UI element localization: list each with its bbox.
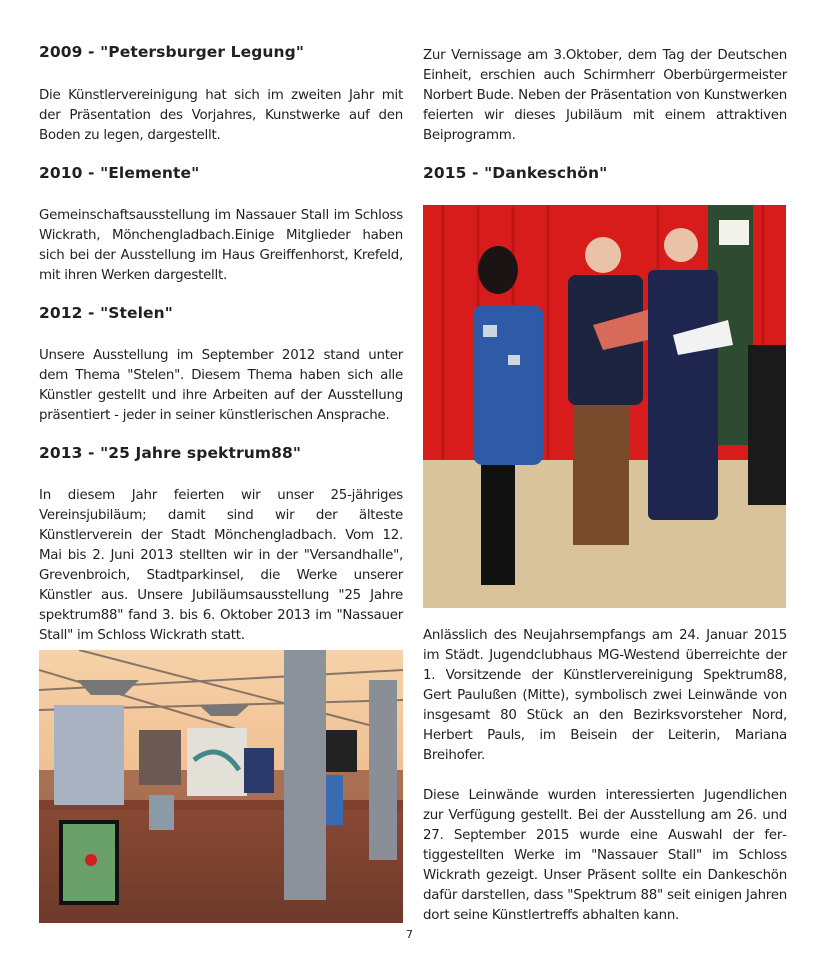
handover-ceremony-photo (423, 205, 786, 608)
section-heading-2013: 2013 - "25 Jahre spektrum88" (39, 444, 302, 462)
section-heading-2009: 2009 - "Petersburger Legung" (39, 43, 305, 61)
section-text-2012: Unsere Ausstellung im September 2012 stand unter dem Thema "Stelen". Diesem Thema haben sich alle Künstler gestellt und ihre Arbeiten auf der Ausstellung präsentiert - jeder in seiner künstlerischen Ansprache. (39, 348, 403, 423)
section-heading-2010: 2010 - "Elemente" (39, 164, 200, 182)
page-number: 7 (406, 928, 413, 941)
continuation-text-2013: Zur Vernissage am 3.Oktober, dem Tag der Deutschen Einheit, erschien auch Schirmherr Oberbürgermeister Norbert Bude. Neben der Präsentation von Kunstwerken feierten wir dieses Jubiläum mit einem attraktiven Beiprogramm. (423, 48, 787, 143)
section-text-2010: Gemeinschaftsausstellung im Nassauer Stall im Schloss Wickrath, Mönchengladbach.Einige Mitglieder haben sich bei der Ausstellung im Haus Greiffenhorst, Krefeld, mit ihren Werken dargestellt. (39, 208, 403, 283)
section-text-2015-paragraph-1: Anlässlich des Neujahrsempfangs am 24. Januar 2015 im Städt. Jugendclubhaus MG-Westend überreichte der 1. Vorsitzende der Künstlervereinigung Spektrum88, Gert Paulußen (Mitte), symbolisch zwei Leinwände von insgesamt 80 Stück an den Bezirksvorsteher Nord, Herbert Pauls, im Beisein der Leiterin, Mariana Breihofer. (423, 628, 787, 763)
section-text-2015-paragraph-2: Diese Leinwände wurden interessierten Jugendlichen zur Verfügung gestellt. Bei der Ausstellung am 26. und 27. September 2015 wurde eine Auswahl der fertiggestellten Werke im "Nassauer Stall" im Schloss Wickrath gezeigt. Unser Präsent sollte ein Dankeschön dafür darstellen, dass "Spektrum 88" seit einigen Jahren dort seine Künstlertreffs abhalten kann. (423, 788, 787, 923)
exhibition-hall-photo (39, 650, 403, 923)
section-text-2009: Die Künstlervereinigung hat sich im zweiten Jahr mit der Präsentation des Vorjahres, Kunstwerke auf den Boden zu legen, dargestellt. (39, 88, 403, 143)
section-heading-2012: 2012 - "Stelen" (39, 304, 173, 322)
section-heading-2015: 2015 - "Dankeschön" (423, 164, 608, 182)
section-text-2013: In diesem Jahr feierten wir unser 25-jähriges Vereinsjubiläum; damit sind wir der älteste Künstlerverein der Stadt Mönchengladbach. Vom 12. Mai bis 2. Juni 2013 stellten wir in der "Versandhalle", Grevenbroich, Stadtparkinsel, die Werke unserer Künstler aus. Unsere Jubiläumsausstellung "25 Jahre spektrum88" fand 3. bis 6. Oktober 2013 im "Nassauer Stall" im Schloss Wickrath statt. (39, 488, 403, 643)
handover-ceremony-illustration (423, 205, 786, 608)
exhibition-hall-illustration (39, 650, 403, 923)
